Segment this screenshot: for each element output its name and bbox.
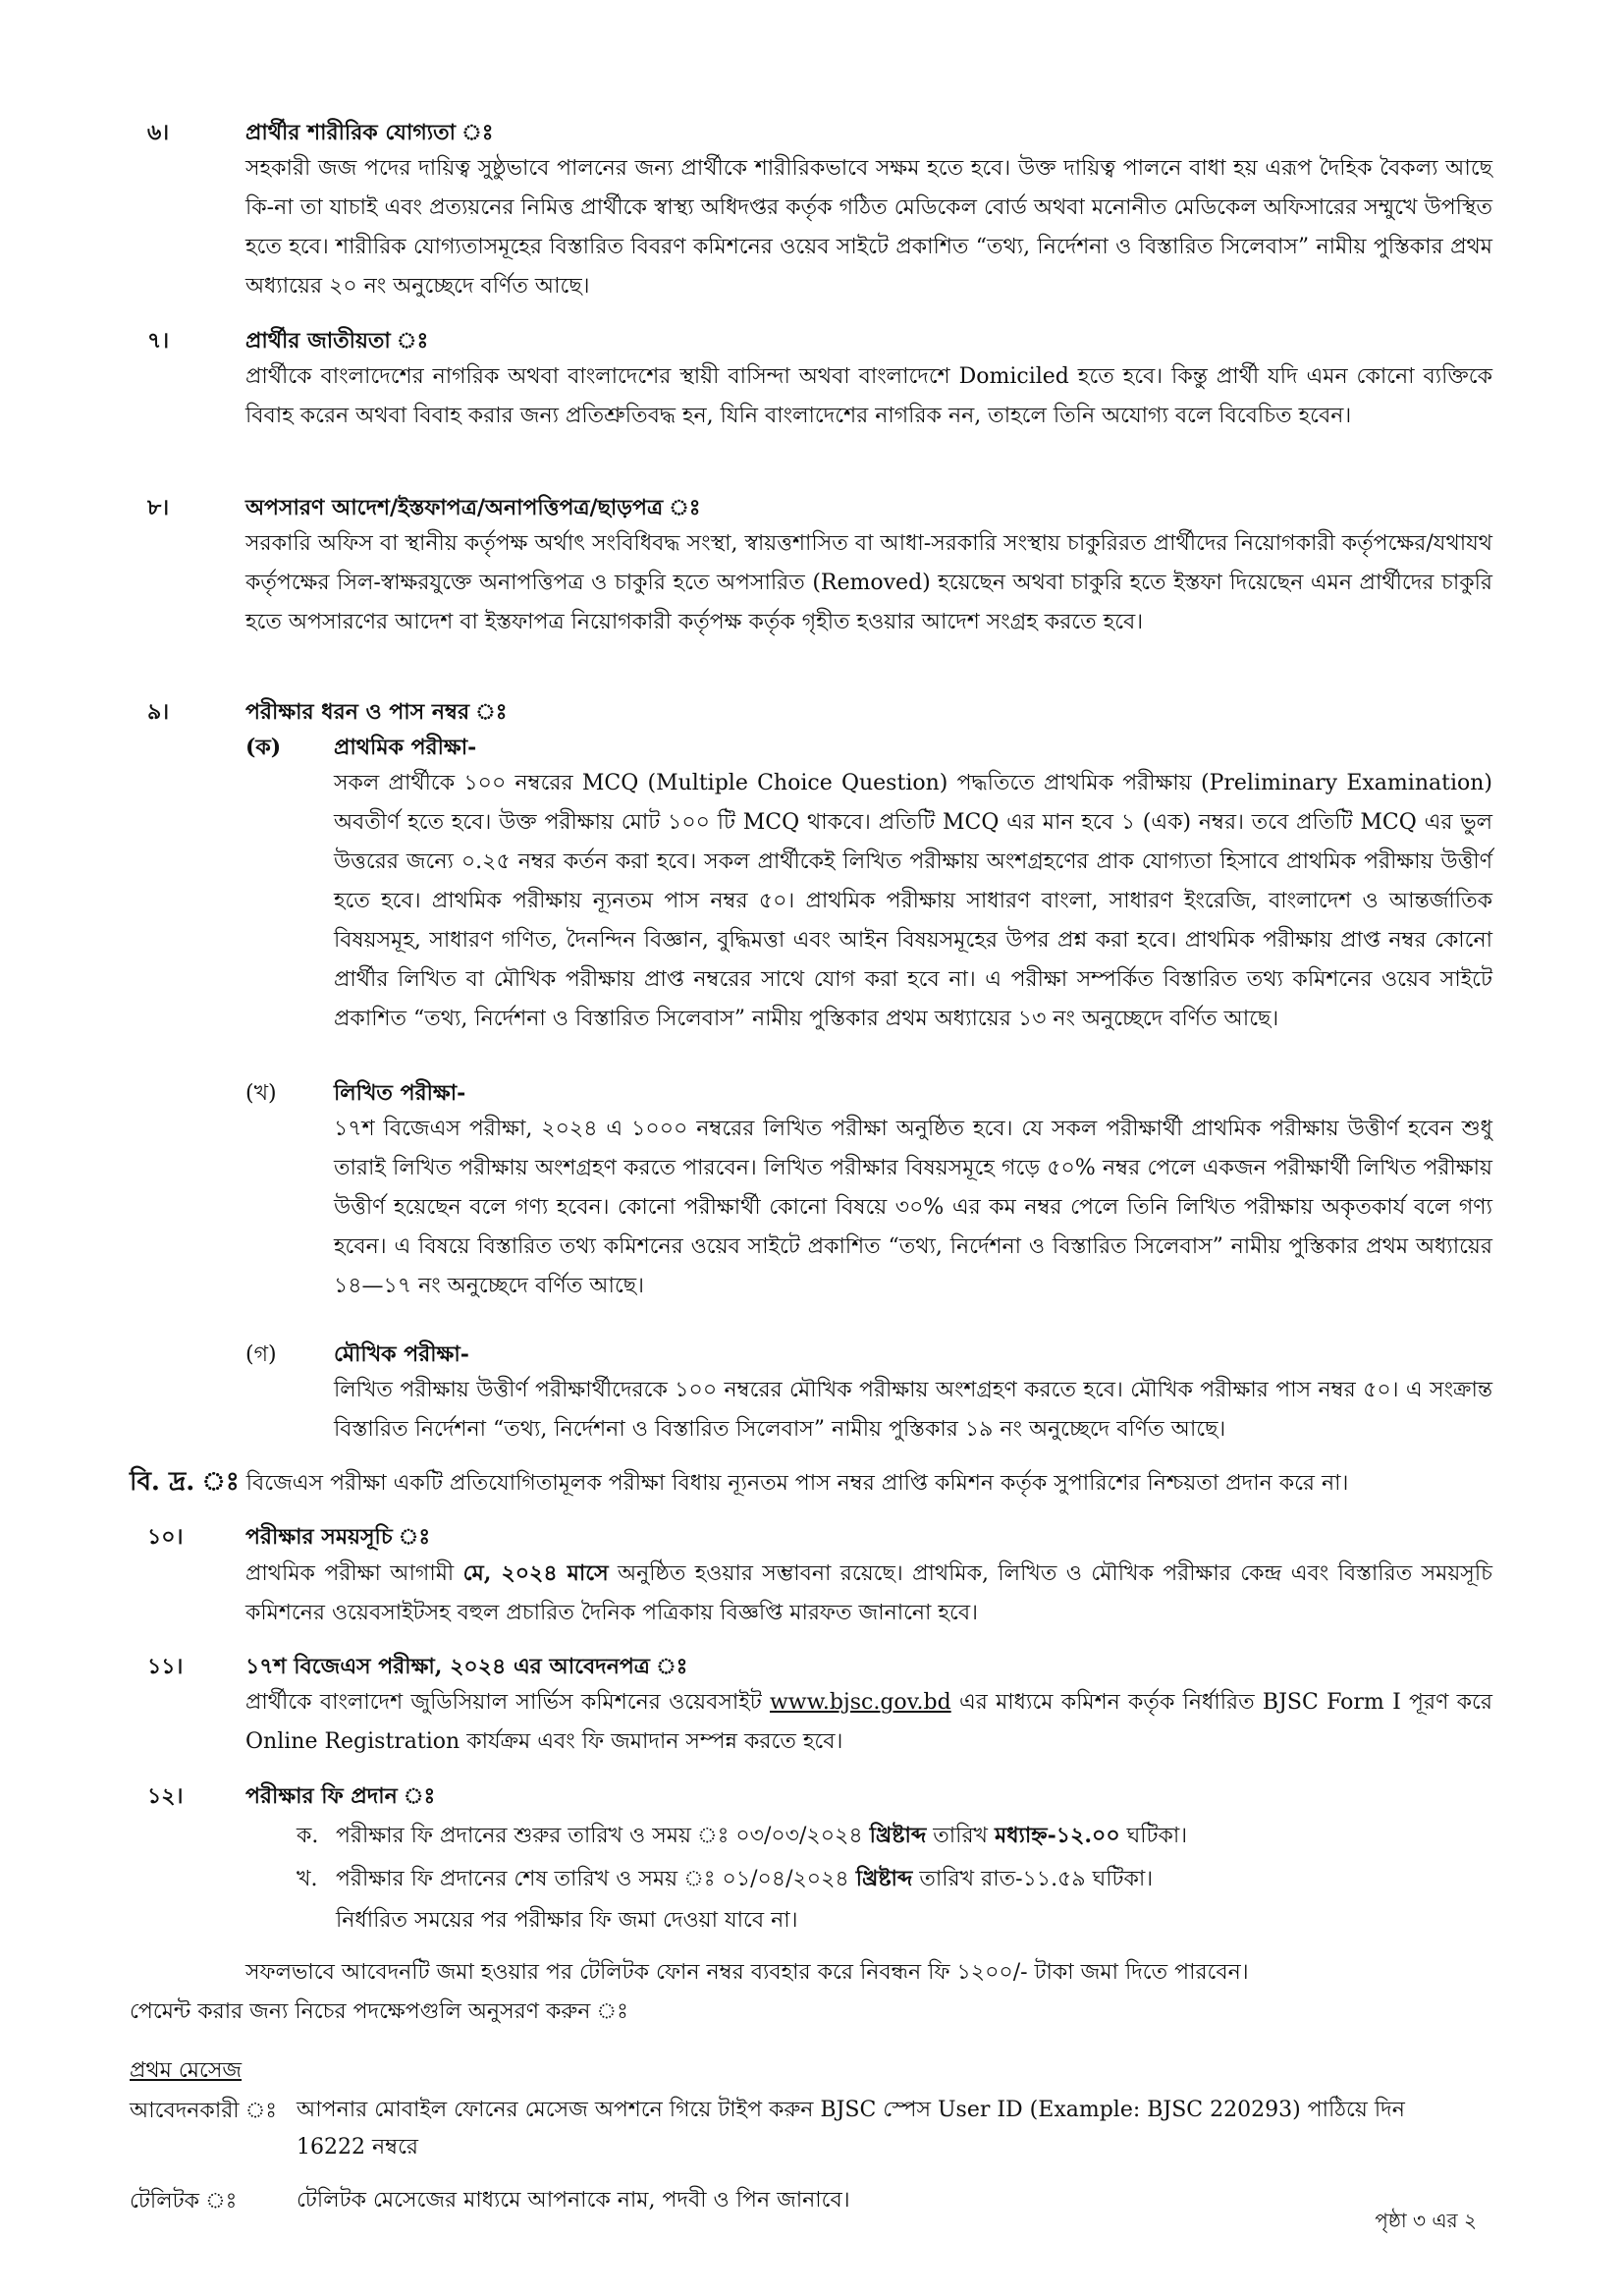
subsection-heading: লিখিত পরীক্ষা- [334, 1080, 466, 1106]
subsection-label: (গ) [245, 1342, 277, 1367]
subsection-body: ১৭শ বিজেএস পরীক্ষা, ২০২৪ এ ১০০০ নম্বরের লিখিত পরীক্ষা অনুষ্ঠিত হবে। যে সকল পরীক্ষার্থী প্রাথমিক পরীক্ষায় উত্তীর্ণ হবেন শুধু তারাই লিখিত পরীক্ষায় অংশগ্রহণ করতে পারবেন। লিখিত পরীক্ষার বিষয়সমূহে গড়ে ৫০% নম্বর পেলে একজন পরীক্ষার্থী লিখিত পরীক্ষায় উত্তীর্ণ হয়েছেন বলে গণ্য হবেন। কোনো পরীক্ষার্থী কোনো বিষয়ে ৩০% এর কম নম্বর পেলে তিনি লিখিত পরীক্ষায় অকৃতকার্য বলে গণ্য হবেন। এ বিষয়ে বিস্তারিত তথ্য কমিশনের ওয়েব সাইটে প্রকাশিত “তথ্য, নির্দেশনা ও বিস্তারিত সিলেবাস” নামীয় পুস্তিকার প্রথম অধ্যায়ের ১৪—১৭ নং অনুচ্ছেদে বর্ণিত আছে। [334, 1117, 1492, 1298]
fee-end-rest: তারিখ রাত-১১.৫৯ ঘটিকা। [912, 1867, 1154, 1891]
section-number: ৯। [147, 699, 170, 725]
subsection-label: (ক) [245, 735, 282, 760]
section-heading: পরীক্ষার ধরন ও পাস নম্বর ঃ [245, 699, 508, 725]
fee-start-end: ঘটিকা। [1119, 1824, 1188, 1848]
section-number: ৭। [147, 328, 170, 354]
section-body: সরকারি অফিস বা স্থানীয় কর্তৃপক্ষ অর্থাৎ সংবিধিবদ্ধ সংস্থা, স্বায়ত্তশাসিত বা আধা-সরকারি সংস্থায় চাকুরিরত প্রার্থীদের নিয়োগকারী কর্তৃপক্ষের/যথাযথ কর্তৃপক্ষের সিল-স্বাক্ষরযুক্তে অনাপত্তিপত্র ও চাকুরি হতে অপসারিত (Removed) হয়েছেন অথবা চাকুরি হতে ইস্তফা দিয়েছেন এমন প্রার্থীদের চাকুরি হতে অপসারণের আদেশ বা ইস্তফাপত্র নিয়োগকারী কর্তৃপক্ষ কর্তৃক গৃহীত হওয়ার আদেশ সংগ্রহ করতে হবে। [245, 531, 1492, 634]
application-text-rest: এর মাধ্যমে কমিশন কর্তৃক নির্ধারিত BJSC Form I পূরণ করে Online Registration কার্যক্রম এবং ফি জমাদান সম্পন্ন করতে হবে। [245, 1690, 1492, 1754]
website-link[interactable]: www.bjsc.gov.bd [769, 1690, 951, 1715]
teletalk-label: টেলিটক ঃ [130, 2189, 238, 2214]
section-heading: পরীক্ষার সময়সূচি ঃ [245, 1524, 431, 1550]
section-heading: ১৭শ বিজেএস পরীক্ষা, ২০২৪ এর আবেদনপত্র ঃ [245, 1654, 688, 1679]
section-body [245, 1554, 1492, 1633]
fee-end-text: পরীক্ষার ফি প্রদানের শেষ তারিখ ও সময় ঃ ০১/০৪/২০২৪ [336, 1867, 856, 1891]
first-message-heading: প্রথম মেসেজ [130, 2058, 243, 2083]
fee-start-text: পরীক্ষার ফি প্রদানের শুরুর তারিখ ও সময় ঃ ০৩/০৩/২০২৪ [336, 1824, 870, 1848]
section-body: সহকারী জজ পদের দায়িত্ব সুষ্ঠুভাবে পালনের জন্য প্রার্থীকে শারীরিকভাবে সক্ষম হতে হবে। উক্ত দায়িত্ব পালনে বাধা হয় এরূপ দৈহিক বৈকল্য আছে কি-না তা যাচাই এবং প্রত্যয়নের নিমিত্ত প্রার্থীকে স্বাস্থ্য অধিদপ্তর কর্তৃক গঠিত মেডিকেল বোর্ড অথবা মনোনীত মেডিকেল অফিসারের সম্মুখে উপস্থিত হতে হবে। শারীরিক যোগ্যতাসমূহের বিস্তারিত বিবরণ কমিশনের ওয়েব সাইটে প্রকাশিত “তথ্য, নির্দেশনা ও বিস্তারিত সিলেবাস” নামীয় পুস্তিকার প্রথম অধ্যায়ের ২০ নং অনুচ্ছেদে বর্ণিত আছে। [245, 156, 1492, 299]
application-text: প্রার্থীকে বাংলাদেশ জুডিসিয়াল সার্ভিস কমিশনের ওয়েবসাইট [245, 1690, 770, 1715]
section-number: ৬। [147, 120, 170, 145]
subsection-body: লিখিত পরীক্ষায় উত্তীর্ণ পরীক্ষার্থীদেরকে ১০০ নম্বরের মৌখিক পরীক্ষায় অংশগ্রহণ করতে হবে। মৌখিক পরীক্ষার পাস নম্বর ৫০। এ সংক্রান্ত বিস্তারিত নির্দেশনা “তথ্য, নির্দেশনা ও বিস্তারিত সিলেবাস” নামীয় পুস্তিকার ১৯ নং অনুচ্ছেদে বর্ণিত আছে। [334, 1378, 1492, 1442]
fee-deadline-text: নির্ধারিত সময়ের পর পরীক্ষার ফি জমা দেওয়া যাবে না। [336, 1908, 798, 1933]
note-text: বিজেএস পরীক্ষা একটি প্রতিযোগিতামূলক পরীক্ষা বিধায় ন্যূনতম পাস নম্বর প্রাপ্তি কমিশন কর্তৃক সুপারিশের নিশ্চয়তা প্রদান করে না। [245, 1471, 1349, 1496]
section-heading: প্রার্থীর জাতীয়তা ঃ [245, 328, 429, 354]
section-body: প্রার্থীকে বাংলাদেশের নাগরিক অথবা বাংলাদেশের স্থায়ী বাসিন্দা অথবা বাংলাদেশে Domiciled হতে হবে। কিন্তু প্রার্থী যদি এমন কোনো ব্যক্তিকে বিবাহ করেন অথবা বিবাহ করার জন্য প্রতিশ্রুতিবদ্ধ হন, যিনি বাংলাদেশের নাগরিক নন, তাহলে তিনি অযোগ্য বলে বিবেচিত হবেন। [245, 364, 1492, 428]
section-heading: পরীক্ষার ফি প্রদান ঃ [245, 1783, 436, 1809]
note-label: বি. দ্র. ঃ [130, 1467, 240, 1497]
applicant-text: আপনার মোবাইল ফোনের মেসেজ অপশনে গিয়ে টাইপ করুন BJSC স্পেস User ID (Example: BJSC 220293) পাঠিয়ে দিন 16222 নম্বরে [297, 2098, 1405, 2159]
fee-start-mid: তারিখ [926, 1824, 995, 1848]
item-label: খ. [297, 1867, 318, 1891]
section-number: ১২। [147, 1783, 184, 1809]
payment-line-1: সফলভাবে আবেদনটি জমা হওয়ার পর টেলিটক ফোন নম্বর ব্যবহার করে নিবন্ধন ফি ১২০০/- টাকা জমা দিতে পারবেন। [245, 1960, 1249, 1985]
section-number: ১০। [147, 1524, 184, 1550]
subsection-body: সকল প্রার্থীকে ১০০ নম্বরের MCQ (Multiple Choice Question) পদ্ধতিতে প্রাথমিক পরীক্ষায় (Preliminary Examination) অবতীর্ণ হতে হবে। উক্ত পরীক্ষায় মোট ১০০ টি MCQ থাকবে। প্রতিটি MCQ এর মান হবে ১ (এক) নম্বর। তবে প্রতিটি MCQ এর ভুল উত্তরের জন্যে ০.২৫ নম্বর কর্তন করা হবে। সকল প্রার্থীকেই লিখিত পরীক্ষায় অংশগ্রহণের প্রাক যোগ্যতা হিসাবে প্রাথমিক পরীক্ষায় উত্তীর্ণ হতে হবে। প্রাথমিক পরীক্ষায় ন্যূনতম পাস নম্বর ৫০। প্রাথমিক পরীক্ষায় সাধারণ বাংলা, সাধারণ ইংরেজি, বাংলাদেশ ও আন্তর্জাতিক বিষয়সমূহ, সাধারণ গণিত, দৈনন্দিন বিজ্ঞান, বুদ্ধিমত্তা এবং আইন বিষয়সমূহের উপর প্রশ্ন করা হবে। প্রাথমিক পরীক্ষায় প্রাপ্ত নম্বর কোনো প্রার্থীর লিখিত বা মৌখিক পরীক্ষায় প্রাপ্ত নম্বরের সাথে যোগ করা হবে না। এ পরীক্ষা সম্পর্কিত বিস্তারিত তথ্য কমিশনের ওয়েব সাইটে প্রকাশিত “তথ্য, নির্দেশনা ও বিস্তারিত সিলেবাস” নামীয় পুস্তিকার প্রথম অধ্যায়ের ১৩ নং অনুচ্ছেদে বর্ণিত আছে। [334, 771, 1492, 1031]
schedule-text-rest: অনুষ্ঠিত হওয়ার সম্ভাবনা রয়েছে। প্রাথমিক, লিখিত ও মৌখিক পরীক্ষার কেন্দ্র এবং বিস্তারিত সময়সূচি কমিশনের ওয়েবসাইটসহ বহুল প্রচারিত দৈনিক পত্রিকায় বিজ্ঞপ্তি মারফত জানানো হবে। [245, 1561, 1492, 1625]
section-number: ১১। [147, 1654, 184, 1679]
section-number: ৮। [147, 495, 170, 520]
subsection-heading: মৌখিক পরীক্ষা- [334, 1341, 469, 1367]
fee-start-time: মধ্যাহ্ন-১২.০০ [995, 1823, 1120, 1848]
fee-deadline-note [336, 1903, 1318, 1940]
section-heading: প্রার্থীর শারীরিক যোগ্যতা ঃ [245, 120, 494, 145]
item-label: ক. [297, 1824, 319, 1848]
schedule-text: প্রাথমিক পরীক্ষা আগামী [245, 1561, 463, 1586]
subsection-heading: প্রাথমিক পরীক্ষা- [334, 735, 477, 760]
page-number: পৃষ্ঠা ৩ এর ২ [1375, 2209, 1477, 2232]
applicant-label: আবেদনকারী ঃ [130, 2099, 278, 2123]
item-text [336, 1862, 1318, 1898]
schedule-month: মে, ২০২৪ মাসে [462, 1560, 609, 1586]
section-heading: অপসারণ আদেশ/ইস্তফাপত্র/অনাপত্তিপত্র/ছাড়পত্র ঃ [245, 495, 701, 520]
note [130, 1461, 1494, 1504]
item-text [336, 1819, 1318, 1855]
fee-end-era: খ্রিষ্টাব্দ [855, 1866, 913, 1891]
teletalk-text: টেলিটক মেসেজের মাধ্যমে আপনাকে নাম, পদবী ও পিন জানাবে। [297, 2188, 850, 2213]
section-body [245, 1683, 1492, 1762]
subsection-label: (খ) [245, 1081, 277, 1106]
payment-line-2: পেমেন্ট করার জন্য নিচের পদক্ষেপগুলি অনুসরণ করুন ঃ [130, 1999, 628, 2024]
fee-start-era: খ্রিষ্টাব্দ [869, 1823, 927, 1848]
